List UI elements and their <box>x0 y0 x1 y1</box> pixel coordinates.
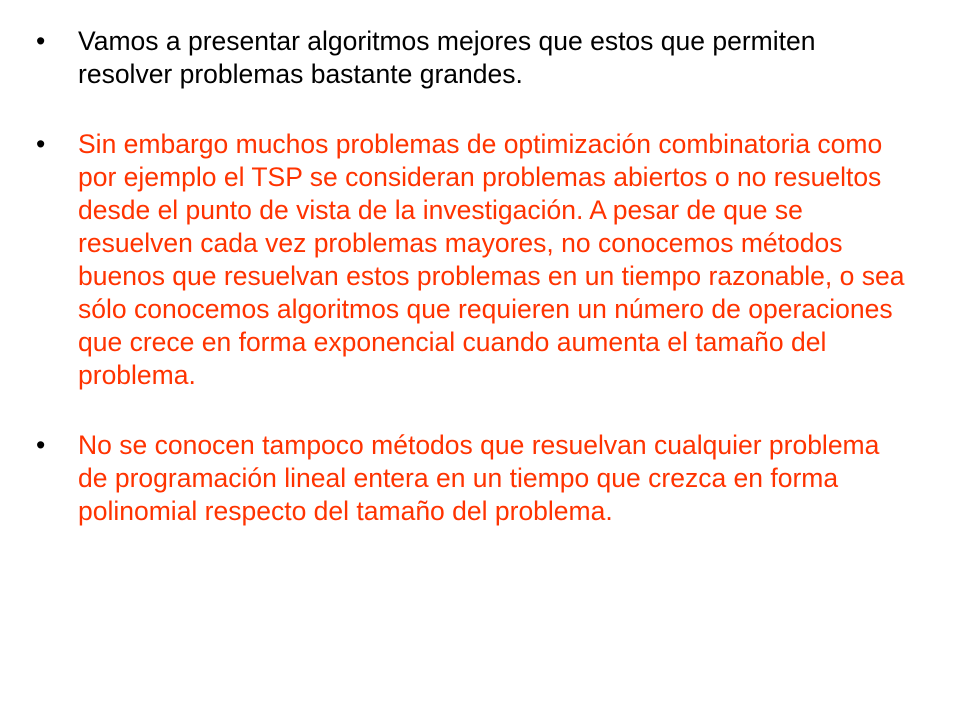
bullet-item-2 <box>36 128 916 392</box>
bullet-item-1 <box>36 25 916 91</box>
bullet-text-1: Vamos a presentar algoritmos mejores que estos que permiten resolver problemas bastante grandes. <box>78 26 816 89</box>
bullet-marker-1: • <box>36 26 46 56</box>
bullet-item-3 <box>36 429 916 528</box>
bullet-list <box>36 25 916 528</box>
bullet-marker-3: • <box>36 430 46 460</box>
bullet-text-3: No se conocen tampoco métodos que resuelvan cualquier problema de programación lineal entera en un tiempo que crezca en forma polinomial respecto del tamaño del problema. <box>78 430 880 526</box>
bullet-text-2: Sin embargo muchos problemas de optimización combinatoria como por ejemplo el TSP se consideran problemas abiertos o no resueltos desde el punto de vista de la investigación. A pesar de que se resuelven cada vez problemas mayores, no conocemos métodos buenos que resuelvan estos problemas en un tiempo razonable, o sea sólo conocemos algoritmos que requieren un número de operaciones que crece en forma exponencial cuando aumenta el tamaño del problema. <box>78 129 905 390</box>
bullet-marker-2: • <box>36 129 46 159</box>
